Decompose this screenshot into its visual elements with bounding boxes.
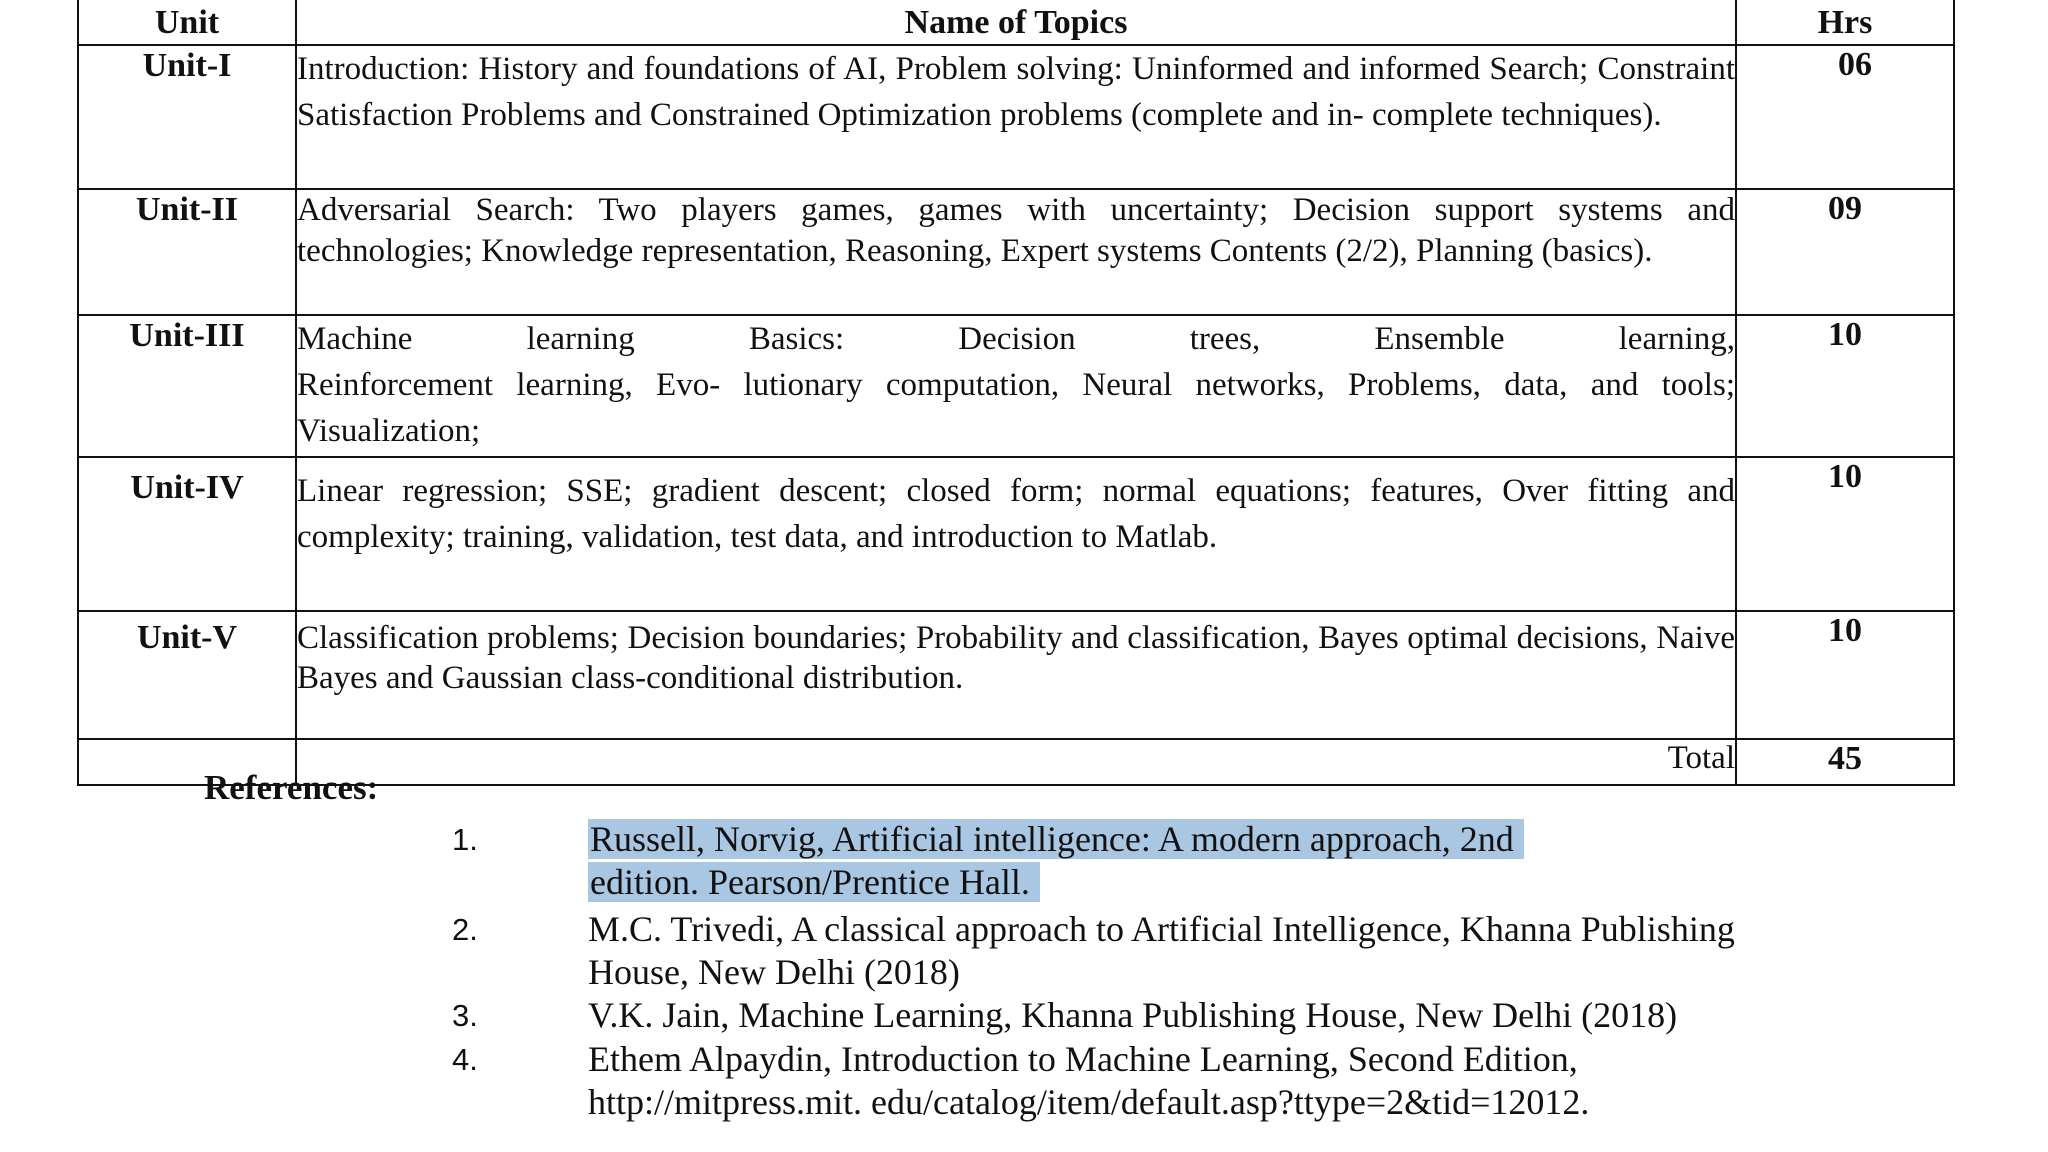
table-row — [78, 45, 1954, 189]
topics-cell: Adversarial Search: Two players games, games with uncertainty; Decision support systems and technologies; Knowledge representation, Reasoning, Expert systems Contents (2/2), Planning (basics). — [296, 189, 1736, 315]
reference-text — [588, 1038, 2028, 1124]
total-value: 45 — [1736, 739, 1954, 785]
unit-cell: Unit-II — [78, 189, 296, 315]
topics-cell: Introduction: History and foundations of AI, Problem solving: Uninformed and informed Search; Constraint Satisfaction Problems and Constrained Optimization problems (complete and in- complete techniques). — [296, 45, 1736, 189]
reference-text — [588, 994, 2028, 1037]
unit-cell: Unit-V — [78, 611, 296, 739]
table-row — [78, 457, 1954, 611]
header-hrs: Hrs — [1736, 0, 1954, 45]
reference-text[interactable] — [588, 818, 2028, 904]
reference-number: 4. — [452, 1042, 478, 1077]
reference-line: Ethem Alpaydin, Introduction to Machine Learning, Second Edition, — [588, 1039, 1578, 1079]
table-row — [78, 611, 1954, 739]
table-header-row — [78, 0, 1954, 45]
reference-text — [588, 908, 2028, 994]
hrs-cell: 06 — [1736, 45, 1954, 189]
unit-cell: Unit-III — [78, 315, 296, 457]
topics-cell — [296, 315, 1736, 457]
topics-cell: Classification problems; Decision boundaries; Probability and classification, Bayes optimal decisions, Naive Bayes and Gaussian class-conditional distribution. — [296, 611, 1736, 739]
header-unit: Unit — [78, 0, 296, 45]
reference-number: 2. — [452, 912, 478, 947]
table-row — [78, 189, 1954, 315]
reference-line: House, New Delhi (2018) — [588, 952, 960, 992]
reference-number: 3. — [452, 998, 478, 1033]
unit-cell: Unit-I — [78, 45, 296, 189]
reference-line: M.C. Trivedi, A classical approach to Artificial Intelligence, Khanna Publishing — [588, 909, 1735, 949]
highlighted-text-line[interactable]: edition. Pearson/Prentice Hall. — [588, 862, 1040, 902]
hrs-cell: 10 — [1736, 315, 1954, 457]
topics-cell: Linear regression; SSE; gradient descent; closed form; normal equations; features, Over fitting and complexity; training, validation, test data, and introduction to Matlab. — [296, 457, 1736, 611]
unit-cell: Unit-IV — [78, 457, 296, 611]
hrs-cell: 10 — [1736, 457, 1954, 611]
reference-url[interactable]: http://mitpress.mit. edu/catalog/item/default.asp?ttype=2&tid=12012. — [588, 1082, 1590, 1122]
header-topics: Name of Topics — [296, 0, 1736, 45]
total-label: Total — [296, 739, 1736, 785]
reference-number: 1. — [452, 822, 478, 857]
topics-first-line: Machine learning Basics: Decision trees, Ensemble learning, — [297, 321, 1735, 357]
table-row — [78, 315, 1954, 457]
highlighted-text-line[interactable]: Russell, Norvig, Artificial intelligence: A modern approach, 2nd — [588, 819, 1524, 859]
syllabus-table — [77, 0, 1955, 786]
reference-line: V.K. Jain, Machine Learning, Khanna Publishing House, New Delhi (2018) — [588, 995, 1678, 1035]
topics-rest: Reinforcement learning, Evo- lutionary computation, Neural networks, Problems, data, and tools; Visualization; — [297, 367, 1735, 449]
hrs-cell: 09 — [1736, 189, 1954, 315]
hrs-cell: 10 — [1736, 611, 1954, 739]
references-heading: References: — [204, 768, 379, 807]
